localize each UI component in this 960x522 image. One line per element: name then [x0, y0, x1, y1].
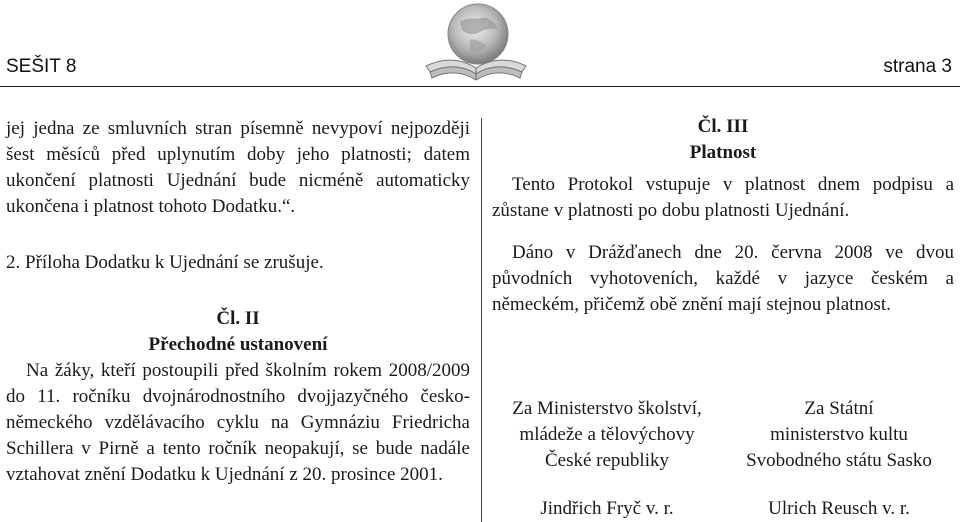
header-rule — [0, 86, 960, 87]
signature-czech — [492, 396, 722, 522]
right-column — [492, 114, 954, 318]
article-number: Čl. II — [216, 308, 260, 329]
paragraph-validity: Tento Protokol vstupuje v platnost dnem podpisu a zůstane v platnosti po dobu platnosti Ujednání. — [492, 174, 954, 221]
paragraph-signing: Dáno v Drážďanech dne 20. června 2008 ve dvou původních vyhotoveních, každé v jazyce českém a německém, přičemž obě znění mají stejnou platnost. — [492, 242, 954, 315]
signature-org-line: Svobodného státu Sasko — [746, 450, 932, 471]
article-title: Platnost — [689, 142, 757, 163]
signature-org-line: mládeže a tělovýchovy — [519, 424, 695, 445]
paragraph-continuation: jej jedna ze smluvních stran písemně nevypoví nejpozději šest měsíců před uplynutím doby jeho platnosti; datem ukončení platnosti Ujednání bude nicméně automaticky ukončena i platnost tohoto Dodatku.“. — [6, 118, 470, 217]
signature-org-line: Za Státní — [804, 398, 874, 419]
header-page-number: strana 3 — [883, 56, 952, 77]
paragraph-annex-removal: 2. Příloha Dodatku k Ujednání se zrušuje. — [6, 252, 324, 273]
article-title: Přechodné ustanovení — [148, 334, 328, 355]
header-section-label: SEŠIT 8 — [6, 56, 77, 77]
signature-org-line: Za Ministerstvo školství, — [512, 398, 702, 419]
left-column — [6, 116, 470, 488]
article-number: Čl. III — [697, 116, 749, 137]
globe-book-icon — [416, 0, 534, 84]
signatory-name: Jindřich Fryč v. r. — [540, 498, 674, 519]
column-divider — [481, 118, 482, 522]
paragraph-transitional: Na žáky, kteří postoupili před školním rokem 2008/2009 do 11. ročníku dvojnárodnostního dvojjazyčného česko-německého vzdělávacího cyklu na Gymnáziu Friedricha Schillera v Pirně a tento ročník neopakují, se bude nadále vztahovat znění Dodatku k Ujednání z 20. prosince 2001. — [6, 360, 470, 485]
signatory-name: Ulrich Reusch v. r. — [768, 498, 910, 519]
signature-org-line: ministerstvo kultu — [770, 424, 908, 445]
signature-saxony — [724, 396, 954, 522]
signature-org-line: České republiky — [544, 450, 669, 471]
